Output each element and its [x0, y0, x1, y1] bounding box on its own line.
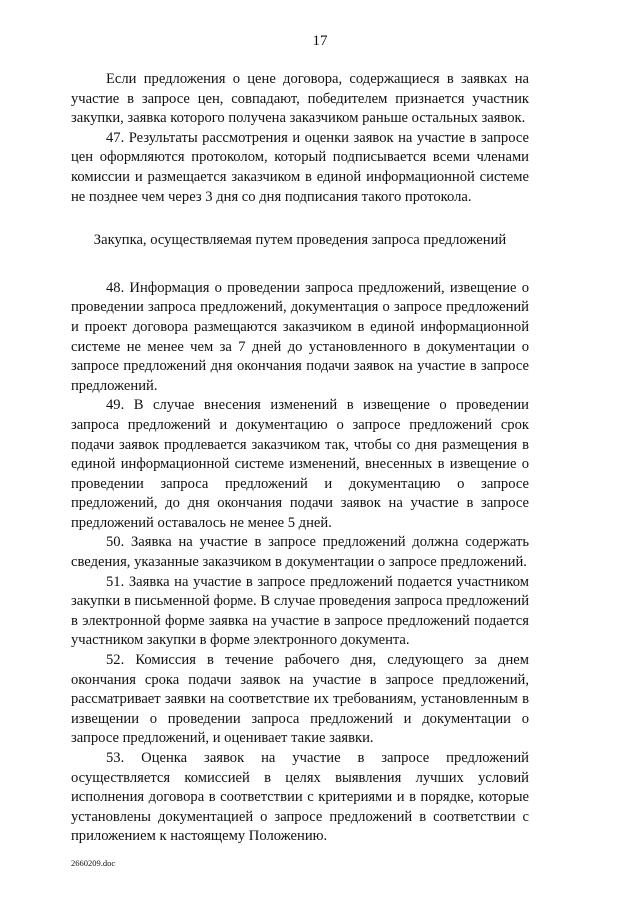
paragraph-52: 52. Комиссия в течение рабочего дня, следующего за днем окончания срока подачи заявок на участие в запросе предложений, рассматривает заявки на соответствие их требованиям, установленным в извещении о проведении запроса предложений и документации о запросе предложений, и оценивает такие заявки.	[71, 652, 529, 747]
paragraph-48: 48. Информация о проведении запроса предложений, извещение о проведении запроса предложений, документация о запросе предложений и проект договора размещаются заказчиком в единой информационной системе не менее чем за 7 дней до установленного в документации о запросе предложений дня окончания подачи заявок на участие в запросе предложений.	[71, 279, 529, 394]
paragraph-49: 49. В случае внесения изменений в извещение о проведении запроса предложений и документацию о запросе предложений срок подачи заявок продлевается заказчиком так, чтобы со дня размещения в единой информационной системе изменений, внесенных в извещение о проведении запроса предложений и документацию о запросе предложений, до дня окончания подачи заявок на участие в запросе предложений оставалось не менее 5 дней.	[71, 397, 529, 531]
paragraph-47: 47. Результаты рассмотрения и оценки заявок на участие в запросе цен оформляются протоколом, который подписывается всеми членами комиссии и размещается заказчиком в единой информационной системе не позднее чем через 3 дня со дня подписания такого протокола.	[71, 129, 529, 205]
section-heading: Закупка, осуществляемая путем проведения запроса предложений	[93, 232, 507, 249]
page-number: 17	[312, 33, 328, 49]
paragraph-53: 53. Оценка заявок на участие в запросе предложений осуществляется комиссией в целях выявления лучших условий исполнения договора в соответствии с критериями и в порядке, которые установлены документацией о запросе предложений в соответствии с приложением к настоящему Положению.	[71, 750, 529, 845]
paragraph-51: 51. Заявка на участие в запросе предложений подается участником закупки в письменной форме. В случае проведения запроса предложений в электронной форме заявка на участие в запросе предложений подается участником закупки в форме электронного документа.	[71, 573, 529, 649]
paragraph-50: 50. Заявка на участие в запросе предложений должна содержать сведения, указанные заказчиком в документации о запросе предложений.	[71, 534, 529, 571]
paragraph-tie-rule: Если предложения о цене договора, содержащиеся в заявках на участие в запросе цен, совпадают, победителем признается участник закупки, заявка которого получена заказчиком раньше остальных заявок.	[71, 71, 529, 127]
document-body	[71, 70, 529, 847]
document-file-code: 2660209.doc	[71, 858, 116, 868]
